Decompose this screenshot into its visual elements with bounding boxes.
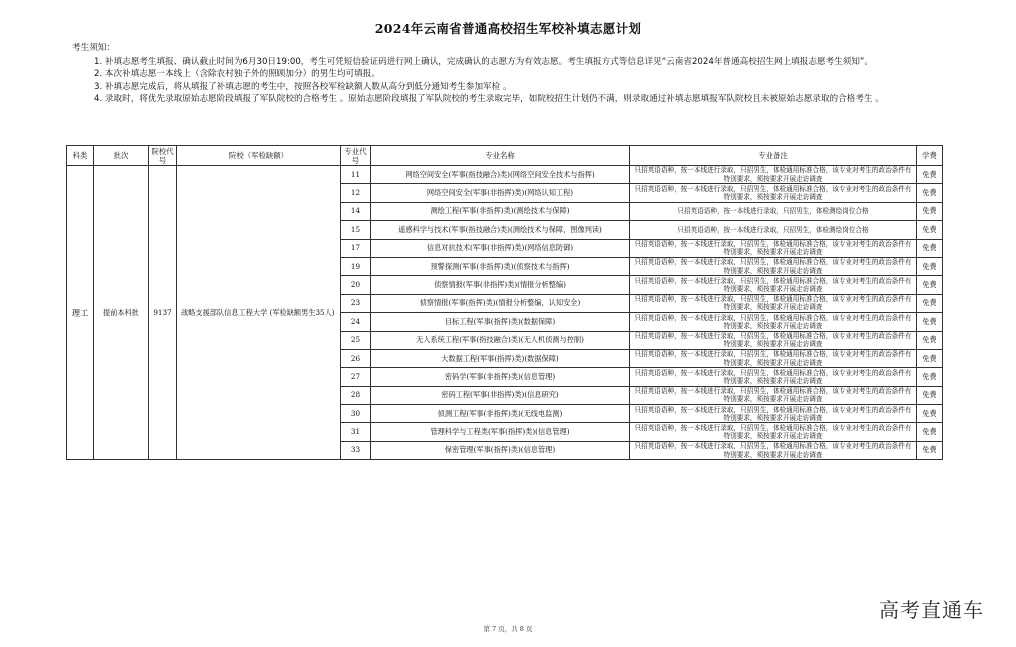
major-remark-cell: 只招英语语种，按一本线进行录取，只招男生，体检测绘岗位合格: [630, 202, 917, 220]
major-remark-cell: 只招英语语种，按一本线进行录取，只招男生，体检通用标准合格，该专业对考生的政治条件有特别要求，须按要求开展走访调查: [630, 313, 917, 331]
batch-cell: 提前本科批: [94, 166, 149, 460]
fee-cell: 免费: [917, 349, 943, 367]
major-remark-cell: 只招英语语种，按一本线进行录取，只招男生，体检通用标准合格，该专业对考生的政治条件有特别要求，须按要求开展走访调查: [630, 184, 917, 202]
fee-cell: 免费: [917, 368, 943, 386]
watermark: 高考直通车: [879, 598, 984, 622]
major-remark-cell: 只招英语语种，按一本线进行录取，只招男生，体检通用标准合格，该专业对考生的政治条件有特别要求，须按要求开展走访调查: [630, 331, 917, 349]
major-name-cell: 保密管理(军事(指挥)类)(信息管理): [371, 441, 630, 459]
notice-item: 1. 补填志愿考生填报、确认截止时间为6月30日19:00，考生可凭短信验证码进行网上确认，完成确认的志愿方为有效志愿。考生填报方式等信息详见“云南省2024年普通高校招生网上填报志愿考生须知”。: [94, 56, 873, 67]
fee-cell: 免费: [917, 313, 943, 331]
header-school: 院校（军检缺额）: [177, 146, 341, 166]
major-remark-cell: 只招英语语种，按一本线进行录取，只招男生，体检通用标准合格，该专业对考生的政治条件有特别要求，须按要求开展走访调查: [630, 405, 917, 423]
table-header-row: [67, 146, 943, 166]
major-code-cell: 15: [341, 221, 371, 239]
major-name-cell: 密码工程(军事(非指挥)类)(信息研究): [371, 386, 630, 404]
major-remark-cell: 只招英语语种，按一本线进行录取，只招男生，体检通用标准合格，该专业对考生的政治条件有特别要求，须按要求开展走访调查: [630, 423, 917, 441]
fee-cell: 免费: [917, 239, 943, 257]
major-code-cell: 11: [341, 166, 371, 184]
major-code-cell: 19: [341, 257, 371, 275]
header-remarks: 专业备注: [630, 146, 917, 166]
major-remark-cell: 只招英语语种，按一本线进行录取，只招男生，体检通用标准合格，该专业对考生的政治条件有特别要求，须按要求开展走访调查: [630, 257, 917, 275]
fee-cell: 免费: [917, 441, 943, 459]
header-batch: 批次: [94, 146, 149, 166]
notice-item: 2. 本次补填志愿一本线上（含除农村独子外的照顾加分）的男生均可填报。: [94, 69, 380, 79]
major-code-cell: 33: [341, 441, 371, 459]
major-code-cell: 14: [341, 202, 371, 220]
major-remark-cell: 只招英语语种，按一本线进行录取，只招男生，体检通用标准合格，该专业对考生的政治条件有特别要求，须按要求开展走访调查: [630, 441, 917, 459]
fee-cell: 免费: [917, 276, 943, 294]
major-name-cell: 大数据工程(军事(指挥)类)(数据保障): [371, 349, 630, 367]
notice-section: [72, 42, 972, 106]
major-remark-cell: 只招英语语种，按一本线进行录取，只招男生，体检通用标准合格，该专业对考生的政治条件有特别要求，须按要求开展走访调查: [630, 276, 917, 294]
fee-cell: 免费: [917, 166, 943, 184]
notice-heading: 考生须知：: [72, 43, 115, 53]
major-name-cell: 预警探测(军事(非指挥)类)(侦察技术与指挥): [371, 257, 630, 275]
major-code-cell: 12: [341, 184, 371, 202]
major-name-cell: 测绘工程(军事(非指挥)类)(测绘技术与保障): [371, 202, 630, 220]
fee-cell: 免费: [917, 331, 943, 349]
major-code-cell: 31: [341, 423, 371, 441]
category-cell: 理工: [67, 166, 94, 460]
fee-cell: 免费: [917, 184, 943, 202]
major-code-cell: 17: [341, 239, 371, 257]
header-major: 专业名称: [371, 146, 630, 166]
major-name-cell: 管理科学与工程类(军事(指挥)类)(信息管理): [371, 423, 630, 441]
major-remark-cell: 只招英语语种，按一本线进行录取，只招男生，体检通用标准合格，该专业对考生的政治条件有特别要求，须按要求开展走访调查: [630, 368, 917, 386]
major-remark-cell: 只招英语语种，按一本线进行录取，只招男生，体检测绘岗位合格: [630, 221, 917, 239]
major-code-cell: 20: [341, 276, 371, 294]
major-remark-cell: 只招英语语种，按一本线进行录取，只招男生，体检通用标准合格，该专业对考生的政治条件有特别要求，须按要求开展走访调查: [630, 386, 917, 404]
major-name-cell: 目标工程(军事(指挥)类)(数据保障): [371, 313, 630, 331]
major-code-cell: 24: [341, 313, 371, 331]
header-major-code: 专业代号: [341, 146, 371, 166]
major-name-cell: 侦察情报(军事(指挥)类)(情报分析整编，认知安全): [371, 294, 630, 312]
fee-cell: 免费: [917, 386, 943, 404]
school-code-cell: 9137: [149, 166, 177, 460]
table-row: [67, 166, 943, 184]
notice-item: 3. 补填志愿完成后，将从填报了补填志愿的考生中，按照各校军检缺额人数从高分到低分通知考生参加军检 。: [94, 81, 512, 92]
major-name-cell: 网络空间安全(军事(指技融合)类)(网络空间安全技术与指挥): [371, 166, 630, 184]
major-code-cell: 26: [341, 349, 371, 367]
fee-cell: 免费: [917, 294, 943, 312]
major-name-cell: 网络空间安全(军事(非指挥)类)(网络认知工程): [371, 184, 630, 202]
header-school-code: 院校代号: [149, 146, 177, 166]
school-cell: 战略支援部队信息工程大学 (军检缺额男生35人): [177, 166, 341, 460]
major-name-cell: 密码学(军事(非指挥)类)(信息管理): [371, 368, 630, 386]
page-number: 第 7 页，共 8 页: [483, 625, 533, 633]
fee-cell: 免费: [917, 257, 943, 275]
major-code-cell: 23: [341, 294, 371, 312]
major-name-cell: 无人系统工程(军事(指技融合)类)(无人机侦测与控制): [371, 331, 630, 349]
major-name-cell: 遥感科学与技术(军事(指技融合)类)(测绘技术与保障，图像判读): [371, 221, 630, 239]
major-remark-cell: 只招英语语种，按一本线进行录取，只招男生，体检通用标准合格，该专业对考生的政治条件有特别要求，须按要求开展走访调查: [630, 166, 917, 184]
major-name-cell: 信息对抗技术(军事(非指挥)类)(网络信息防御): [371, 239, 630, 257]
header-fee: 学费: [917, 146, 943, 166]
major-remark-cell: 只招英语语种，按一本线进行录取，只招男生，体检通用标准合格，该专业对考生的政治条件有特别要求，须按要求开展走访调查: [630, 239, 917, 257]
fee-cell: 免费: [917, 202, 943, 220]
major-code-cell: 28: [341, 386, 371, 404]
plan-table: [66, 145, 943, 460]
fee-cell: 免费: [917, 221, 943, 239]
notice-item: 4. 录取时，将优先录取原始志愿阶段填报了军队院校的合格考生 。原始志愿阶段填报了军队院校的考生录取完毕，如院校招生计划仍不满，则录取通过补填志愿填报军队院校且未被原始志愿录取的合格考生 。: [94, 94, 884, 104]
fee-cell: 免费: [917, 423, 943, 441]
major-name-cell: 侦测工程(军事(非指挥)类)(无线电监测): [371, 405, 630, 423]
header-category: 科类: [67, 146, 94, 166]
major-remark-cell: 只招英语语种，按一本线进行录取，只招男生，体检通用标准合格，该专业对考生的政治条件有特别要求，须按要求开展走访调查: [630, 294, 917, 312]
fee-cell: 免费: [917, 405, 943, 423]
major-code-cell: 27: [341, 368, 371, 386]
major-code-cell: 25: [341, 331, 371, 349]
major-remark-cell: 只招英语语种，按一本线进行录取，只招男生，体检通用标准合格，该专业对考生的政治条件有特别要求，须按要求开展走访调查: [630, 349, 917, 367]
page-title: 2024年云南省普通高校招生军校补填志愿计划: [374, 21, 642, 36]
major-code-cell: 30: [341, 405, 371, 423]
major-name-cell: 侦察情报(军事(非指挥)类)(情报分析整编): [371, 276, 630, 294]
